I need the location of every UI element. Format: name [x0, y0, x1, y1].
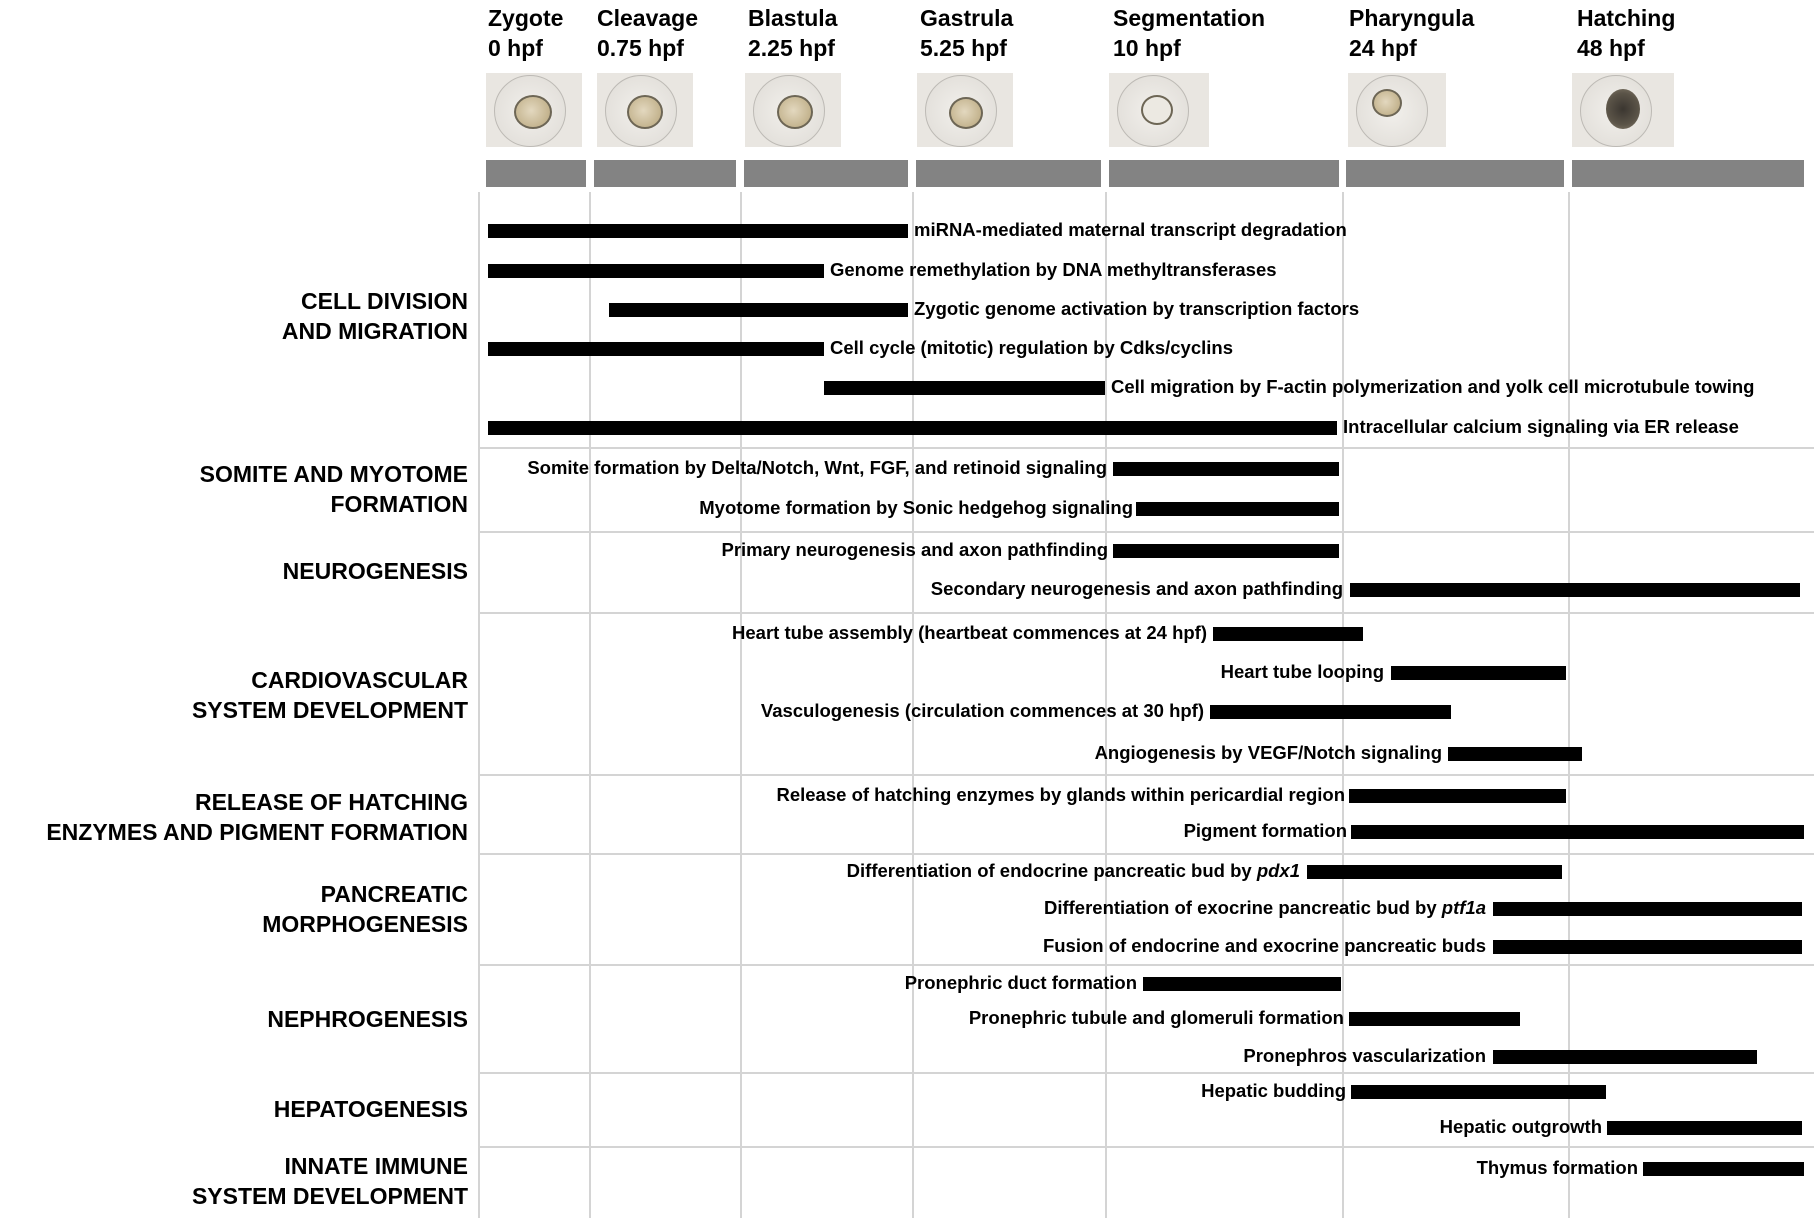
process-bar: [1213, 627, 1363, 641]
process-label: Fusion of endocrine and exocrine pancreatic buds: [1042, 935, 1486, 956]
process-bar: [1351, 1085, 1606, 1099]
process-label: Hepatic outgrowth: [1439, 1116, 1602, 1137]
process-label: Hepatic budding: [1201, 1080, 1346, 1101]
process-bar: [1349, 789, 1566, 803]
category-line: SOMITE AND MYOTOME: [199, 461, 468, 487]
process-text: Differentiation of exocrine pancreatic bud by: [1043, 897, 1442, 918]
process-bar: [488, 264, 824, 278]
stage-bar-blastula: [744, 160, 908, 187]
category-line: HEPATOGENESIS: [273, 1096, 468, 1122]
stage-time: 24 hpf: [1349, 35, 1417, 61]
process-bar: [1143, 977, 1341, 991]
process-bar: [824, 381, 1105, 395]
category-line: AND MIGRATION: [281, 318, 468, 344]
process-bar: [1113, 544, 1339, 558]
process-bar: [609, 303, 908, 317]
embryo: [514, 95, 552, 129]
process-bar: [1351, 825, 1804, 839]
pharyngula-embryo-image: [1348, 73, 1446, 147]
embryo: [777, 95, 813, 129]
process-bar: [1307, 865, 1562, 879]
process-bar: [488, 342, 824, 356]
stage-name: Zygote: [488, 5, 564, 31]
process-bar: [1349, 1012, 1520, 1026]
gastrula-embryo-image: [917, 73, 1013, 147]
process-label: Cell cycle (mitotic) regulation by Cdks/cyclins: [830, 337, 1234, 358]
process-label: miRNA-mediated maternal transcript degradation: [914, 219, 1347, 240]
process-label: Pronephros vascularization: [1243, 1045, 1486, 1066]
process-label: Heart tube assembly (heartbeat commences at 24 hpf): [732, 622, 1207, 643]
process-label: [847, 860, 1300, 882]
process-label: Genome remethylation by DNA methyltransferases: [830, 259, 1277, 280]
stage-time: 10 hpf: [1113, 35, 1181, 61]
process-label: Heart tube looping: [1220, 661, 1384, 682]
category-line: NEPHROGENESIS: [267, 1006, 468, 1032]
process-label: Angiogenesis by VEGF/Notch signaling: [1094, 742, 1442, 763]
process-bar: [1493, 902, 1802, 916]
process-label: Vasculogenesis (circulation commences at 30 hpf): [760, 700, 1204, 721]
category-line: ENZYMES AND PIGMENT FORMATION: [46, 819, 468, 845]
category-cardiovascular: [192, 665, 468, 725]
process-bar: [1391, 666, 1566, 680]
process-bar: [488, 224, 908, 238]
process-bar: [1493, 940, 1802, 954]
category-separator: [478, 774, 1814, 776]
category-cell-division-and-migration: [282, 286, 468, 346]
stage-bar-gastrula: [916, 160, 1101, 187]
process-label: Myotome formation by Sonic hedgehog signaling: [699, 497, 1133, 518]
category-separator: [478, 964, 1814, 966]
stage-name: Pharyngula: [1349, 5, 1475, 31]
process-bar: [1643, 1162, 1804, 1176]
embryo: [627, 95, 663, 129]
process-bar: [1113, 462, 1339, 476]
category-line: MORPHOGENESIS: [262, 911, 468, 937]
category-line: FORMATION: [330, 491, 468, 517]
category-separator: [478, 531, 1814, 533]
process-label: Release of hatching enzymes by glands within pericardial region: [776, 784, 1345, 805]
hatching-embryo-image: [1572, 73, 1674, 147]
blastula-embryo-image: [745, 73, 841, 147]
process-bar: [1493, 1050, 1757, 1064]
category-line: SYSTEM DEVELOPMENT: [191, 697, 468, 723]
process-bar: [1136, 502, 1339, 516]
process-bar: [488, 421, 1337, 435]
process-label: Intracellular calcium signaling via ER release: [1343, 416, 1739, 437]
stage-bar-zygote: [486, 160, 586, 187]
process-bar: [1210, 705, 1451, 719]
process-text: Differentiation of endocrine pancreatic bud by: [846, 860, 1257, 881]
gene-name: ptf1a: [1441, 897, 1486, 918]
process-label: Somite formation by Delta/Notch, Wnt, FGF, and retinoid signaling: [527, 457, 1107, 478]
gene-name: pdx1: [1256, 860, 1300, 881]
category-line: SYSTEM DEVELOPMENT: [191, 1183, 468, 1209]
embryo: [1372, 89, 1402, 117]
stage-time: 5.25 hpf: [920, 35, 1007, 61]
stage-name: Gastrula: [920, 5, 1014, 31]
stage-time: 2.25 hpf: [748, 35, 835, 61]
process-label: Zygotic genome activation by transcription factors: [914, 298, 1360, 319]
stage-bar-hatching: [1572, 160, 1804, 187]
stage-time: 48 hpf: [1577, 35, 1645, 61]
cleavage-embryo-image: [597, 73, 693, 147]
process-bar: [1607, 1121, 1802, 1135]
process-label: Secondary neurogenesis and axon pathfinding: [930, 578, 1343, 599]
category-line: RELEASE OF HATCHING: [194, 789, 468, 815]
category-separator: [478, 612, 1814, 614]
embryo: [949, 97, 983, 129]
process-label: Pronephric duct formation: [904, 972, 1137, 993]
category-neurogenesis: [283, 556, 468, 586]
process-label: Thymus formation: [1476, 1157, 1638, 1178]
stage-bar-pharyngula: [1346, 160, 1564, 187]
category-pancreatic-morphogenesis: [262, 879, 468, 939]
category-somite-and-myotome: [200, 459, 468, 519]
category-line: INNATE IMMUNE: [284, 1153, 468, 1179]
category-nephrogenesis: [267, 1004, 468, 1034]
segmentation-embryo-image: [1109, 73, 1209, 147]
process-label: Pronephric tubule and glomeruli formation: [968, 1007, 1344, 1028]
process-label: Pigment formation: [1183, 820, 1347, 841]
category-separator: [478, 1146, 1814, 1148]
category-hepatogenesis: [274, 1094, 468, 1124]
category-innate-immune-system: [192, 1151, 468, 1211]
category-separator: [478, 1072, 1814, 1074]
embryo: [1141, 95, 1173, 125]
stage-time: 0.75 hpf: [597, 35, 684, 61]
category-line: NEUROGENESIS: [282, 558, 468, 584]
process-label: Cell migration by F-actin polymerization and yolk cell microtubule towing: [1111, 376, 1755, 397]
process-bar: [1448, 747, 1582, 761]
stage-bar-segmentation: [1109, 160, 1339, 187]
stage-divider: [478, 192, 480, 1218]
stage-time: 0 hpf: [488, 35, 543, 61]
category-separator: [478, 853, 1814, 855]
stage-bar-cleavage: [594, 160, 736, 187]
stage-divider: [1568, 192, 1570, 1218]
category-line: PANCREATIC: [320, 881, 468, 907]
stage-name: Hatching: [1577, 5, 1676, 31]
zygote-embryo-image: [486, 73, 582, 147]
stage-name: Blastula: [748, 5, 838, 31]
embryo: [1606, 89, 1640, 129]
category-line: CELL DIVISION: [301, 288, 468, 314]
process-label: Primary neurogenesis and axon pathfinding: [721, 539, 1108, 560]
category-line: CARDIOVASCULAR: [251, 667, 468, 693]
process-bar: [1350, 583, 1800, 597]
stage-name: Cleavage: [597, 5, 699, 31]
stage-name: Segmentation: [1113, 5, 1266, 31]
category-separator: [478, 447, 1814, 449]
process-label: [1044, 897, 1486, 919]
category-hatching-and-pigment: [46, 787, 468, 847]
